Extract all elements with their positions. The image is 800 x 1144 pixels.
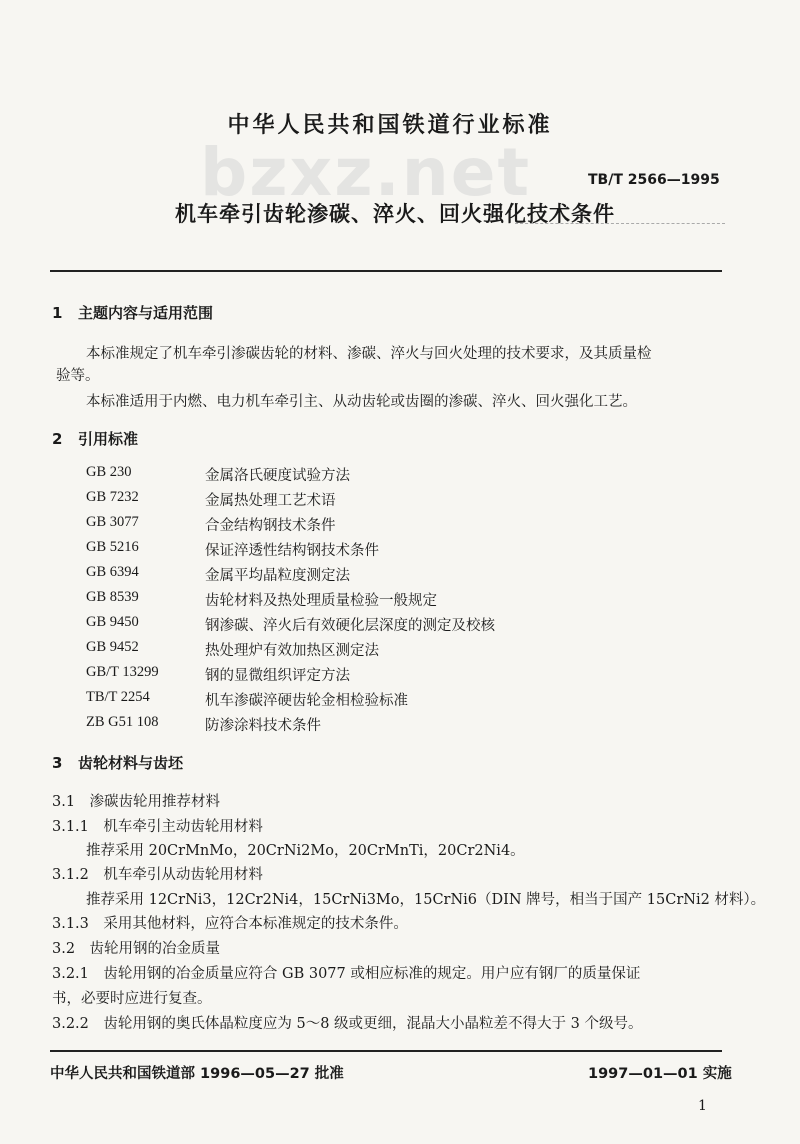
paragraph-line: 本标准适用于内燃、电力机车牵引主、从动齿轮或齿圈的渗碳、淬火、回火强化工艺。 [86, 394, 637, 410]
ref-code: GB 3077 [86, 514, 139, 530]
section-title: 主题内容与适用范围 [78, 304, 214, 322]
section-3-heading [52, 752, 183, 773]
footer-divider [50, 1050, 722, 1052]
page-number: 1 [698, 1098, 707, 1114]
ref-title: 钢渗碳、淬火后有效硬化层深度的测定及校核 [205, 618, 495, 634]
ref-title: 金属平均晶粒度测定法 [205, 568, 350, 584]
clause-heading: 3.1.1 机车牵引主动齿轮用材料 [52, 819, 263, 835]
issuing-organization: 中华人民共和国铁道行业标准 [227, 113, 553, 138]
ref-title: 钢的显微组织评定方法 [205, 668, 350, 684]
ref-code: GB 230 [86, 464, 132, 480]
paragraph-line: 本标准规定了机车牵引渗碳齿轮的材料、渗碳、淬火与回火处理的技术要求，及其质量检 [86, 346, 652, 362]
ref-title: 保证淬透性结构钢技术条件 [205, 543, 379, 559]
document-title: 机车牵引齿轮渗碳、淬火、回火强化技术条件 [175, 202, 615, 226]
ref-title: 防渗涂料技术条件 [205, 718, 321, 734]
ref-code: GB/T 13299 [86, 664, 159, 680]
section-1-heading [52, 302, 213, 323]
ref-title: 机车渗碳淬硬齿轮金相检验标准 [205, 693, 408, 709]
section-2-heading [52, 428, 138, 449]
standard-number: TB/T 2566—1995 [588, 172, 720, 188]
header-divider [50, 270, 722, 272]
ref-code: GB 8539 [86, 589, 139, 605]
ref-code: ZB G51 108 [86, 714, 159, 730]
ref-code: GB 9452 [86, 639, 139, 655]
section-number: 3 [52, 754, 63, 772]
paragraph-line: 推荐采用 12CrNi3，12Cr2Ni4，15CrNi3Mo，15CrNi6（DIN 牌号，相当于国产 15CrNi2 材料）。 [86, 892, 766, 908]
section-number: 2 [52, 430, 63, 448]
ref-title: 合金结构钢技术条件 [205, 518, 336, 534]
section-number: 1 [52, 304, 63, 322]
clause-heading: 3.2 齿轮用钢的冶金质量 [52, 941, 221, 957]
clause-line: 3.1.3 采用其他材料，应符合本标准规定的技术条件。 [52, 916, 408, 932]
ref-title: 金属热处理工艺术语 [205, 493, 336, 509]
clause-heading: 3.1.2 机车牵引从动齿轮用材料 [52, 867, 263, 883]
section-title: 引用标准 [78, 430, 139, 448]
paragraph-line: 书，必要时应进行复查。 [52, 991, 212, 1007]
ref-code: GB 9450 [86, 614, 139, 630]
paragraph-line: 验等。 [56, 368, 100, 384]
paragraph-line: 推荐采用 20CrMnMo，20CrNi2Mo，20CrMnTi，20Cr2Ni4。 [86, 843, 525, 859]
ref-code: GB 6394 [86, 564, 139, 580]
ref-code: GB 7232 [86, 489, 139, 505]
clause-heading: 3.1 渗碳齿轮用推荐材料 [52, 794, 221, 810]
effective-date: 1997—01—01 实施 [588, 1066, 732, 1082]
ref-code: GB 5216 [86, 539, 139, 555]
ref-title: 金属洛氏硬度试验方法 [205, 468, 350, 484]
approval-line: 中华人民共和国铁道部 1996—05—27 批准 [50, 1066, 344, 1082]
watermark-text: bzxz.net [200, 134, 532, 211]
paragraph-line: 3.2.1 齿轮用钢的冶金质量应符合 GB 3077 或相应标准的规定。用户应有钢厂的质量保证 [52, 966, 641, 982]
paragraph-line: 3.2.2 齿轮用钢的奥氏体晶粒度应为 5～8 级或更细，混晶大小晶粒差不得大于 3 个级号。 [52, 1016, 643, 1032]
ref-title: 齿轮材料及热处理质量检验一般规定 [205, 593, 437, 609]
title-dashed-rule [515, 223, 725, 224]
ref-title: 热处理炉有效加热区测定法 [205, 643, 379, 659]
section-title: 齿轮材料与齿坯 [78, 754, 184, 772]
ref-code: TB/T 2254 [86, 689, 150, 705]
